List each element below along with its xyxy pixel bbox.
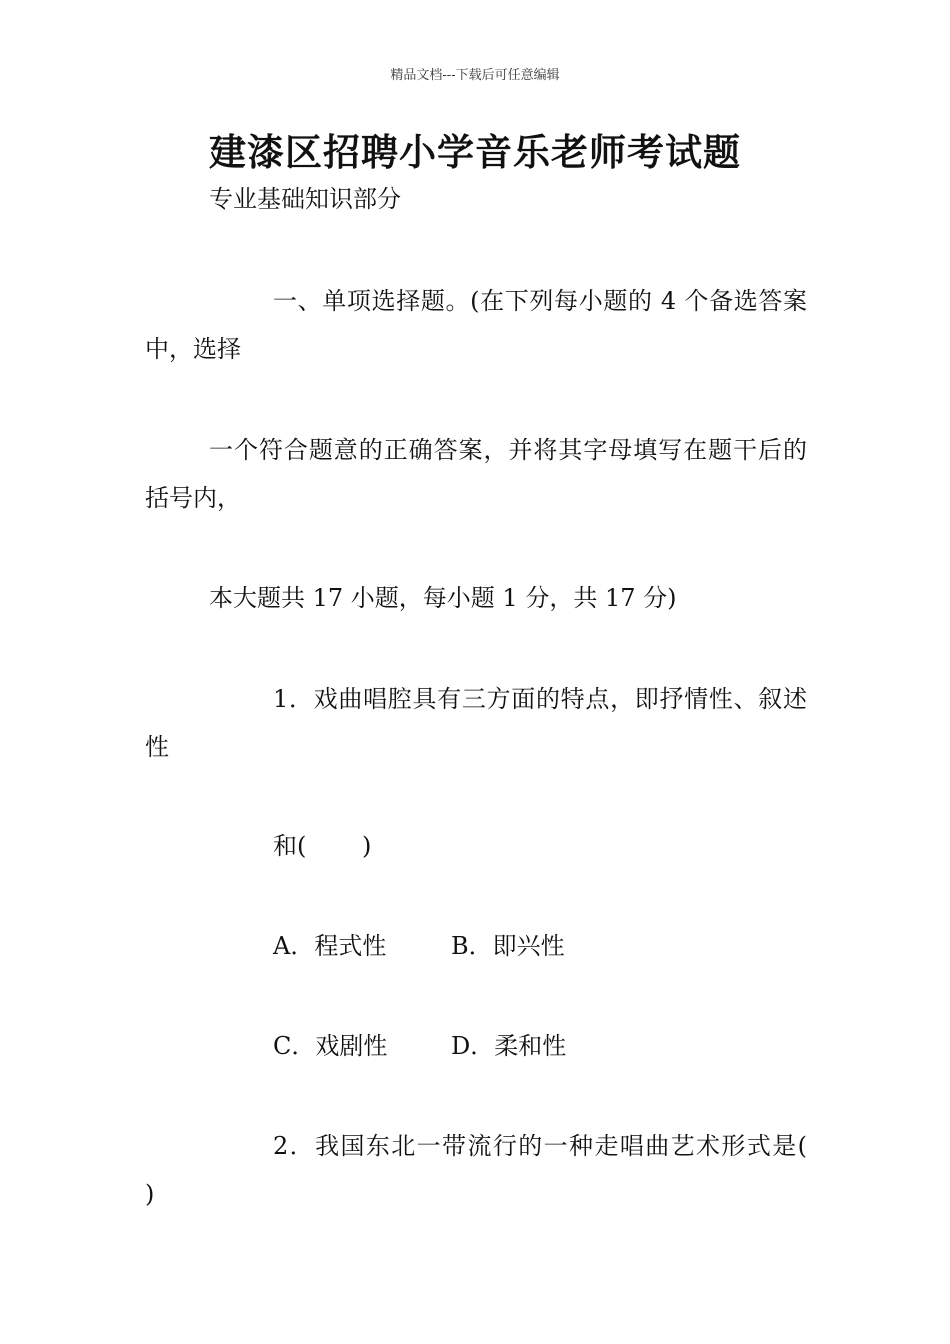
question-1-stem-continued: 和( ) [273, 832, 372, 860]
option-d: D．柔和性 [451, 1032, 567, 1060]
option-a: A．程式性 [273, 932, 387, 960]
document-subtitle: 专业基础知识部分 [209, 185, 401, 213]
section-intro-line3: 本大题共 17 小题，每小题 1 分，共 17 分) [209, 584, 677, 612]
page-header: 精品文档---下载后可任意编辑 [390, 68, 560, 83]
option-b: B．即兴性 [451, 932, 565, 960]
section-intro-line1: 一、单项选择题。(在下列每小题的 4 个备选答案中，选择 [145, 287, 807, 363]
question-2-stem: 2．我国东北一带流行的一种走唱曲艺术形式是( ) [145, 1132, 863, 1208]
section-intro-line2: 一个符合题意的正确答案，并将其字母填写在题干后的括号内， [145, 436, 807, 512]
document-title: 建漆区招聘小学音乐老师考试题 [209, 131, 741, 174]
option-c: C．戏剧性 [273, 1032, 388, 1060]
question-1-stem: 1．戏曲唱腔具有三方面的特点，即抒情性、叙述性 [145, 685, 807, 761]
question-1-options-row-2 [273, 1030, 566, 1062]
question-1-options-row-1 [273, 930, 565, 962]
